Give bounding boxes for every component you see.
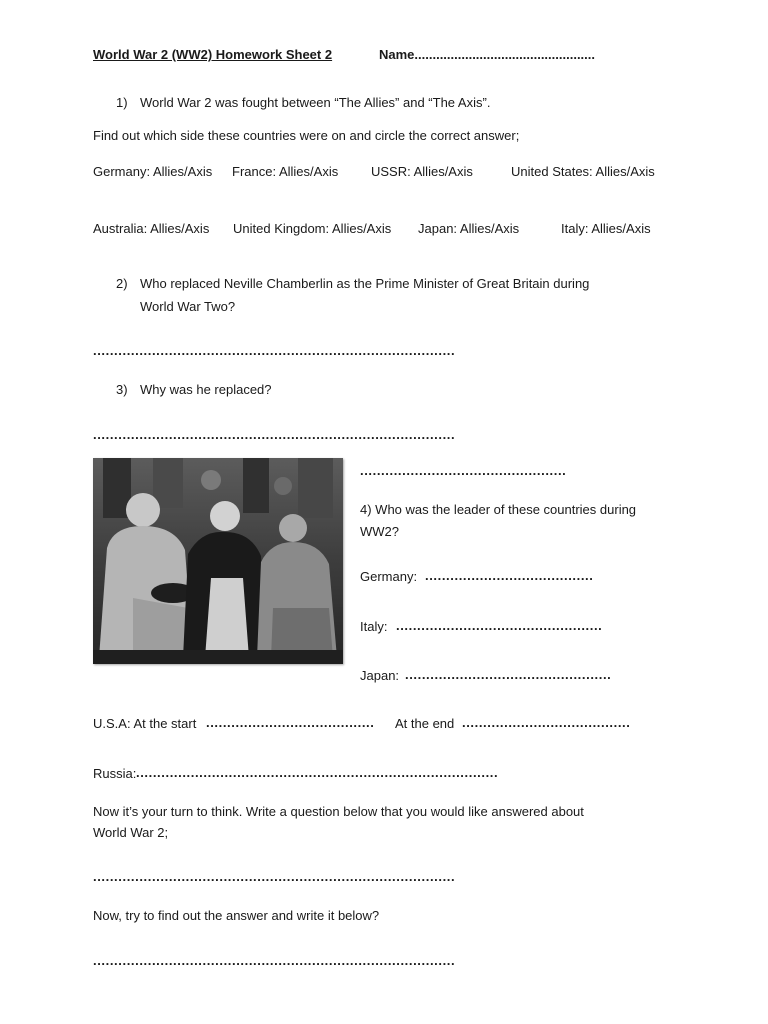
q1-italy-option[interactable]: Italy: Allies/Axis (561, 221, 651, 236)
q5-answer-line[interactable]: ...................................................................................... (93, 953, 456, 968)
q2-text-line2: World War Two? (140, 299, 236, 314)
q1-france-option[interactable]: France: Allies/Axis (232, 164, 339, 179)
q4-japan-label: Japan: (360, 668, 400, 683)
q4-text-line2: WW2? (360, 524, 399, 539)
q4-usa-start-answer-line[interactable]: ........................................ (206, 715, 375, 730)
q3-answer-line-1[interactable]: ...................................................................................... (93, 427, 456, 442)
q2-answer-line[interactable]: ...................................................................................... (93, 343, 456, 358)
q1-australia-option[interactable]: Australia: Allies/Axis (93, 221, 210, 236)
q1-text: World War 2 was fought between “The Allies” and “The Axis”. (140, 95, 491, 110)
q1-number: 1) (116, 95, 128, 110)
q4-text-line1: 4) Who was the leader of these countries during (360, 502, 637, 517)
q1-ussr-option[interactable]: USSR: Allies/Axis (371, 164, 473, 179)
q3-answer-line-2[interactable]: ................................................. (360, 463, 567, 478)
q2-text-line1: Who replaced Neville Chamberlin as the Prime Minister of Great Britain during (140, 276, 590, 291)
q1-germany-option[interactable]: Germany: Allies/Axis (93, 164, 213, 179)
q1-instruction: Find out which side these countries were on and circle the correct answer; (93, 128, 520, 143)
leaders-photo-illustration (93, 458, 343, 664)
q4-russia-label: Russia: (93, 766, 137, 781)
q1-united-states-option[interactable]: United States: Allies/Axis (511, 164, 655, 179)
q4-russia-answer-line[interactable]: ...................................................................................... (136, 765, 499, 780)
q3-number: 3) (116, 382, 128, 397)
q1-japan-option[interactable]: Japan: Allies/Axis (418, 221, 520, 236)
q5-question-line[interactable]: ...................................................................................... (93, 869, 456, 884)
q4-usa-end-label: At the end (395, 716, 455, 731)
q4-italy-answer-line[interactable]: ................................................. (396, 618, 603, 633)
q4-germany-answer-line[interactable]: ........................................ (425, 568, 594, 583)
q3-text: Why was he replaced? (140, 382, 272, 397)
q4-germany-label: Germany: (360, 569, 418, 584)
q4-usa-start-label: U.S.A: At the start (93, 716, 197, 731)
q4-japan-answer-line[interactable]: ................................................. (405, 667, 612, 682)
q5-text-line2: World War 2; (93, 825, 169, 840)
q2-number: 2) (116, 276, 128, 291)
q5-text-line1: Now it’s your turn to think. Write a question below that you would like answered about (93, 804, 584, 819)
q5-answer-prompt: Now, try to find out the answer and write it below? (93, 908, 380, 923)
worksheet-title: World War 2 (WW2) Homework Sheet 2 (93, 47, 333, 62)
q1-united-kingdom-option[interactable]: United Kingdom: Allies/Axis (233, 221, 392, 236)
q4-usa-end-answer-line[interactable]: ........................................ (462, 715, 631, 730)
q4-italy-label: Italy: (360, 619, 388, 634)
leaders-photo (93, 458, 343, 664)
name-field[interactable]: Name.................................................. (379, 47, 595, 62)
